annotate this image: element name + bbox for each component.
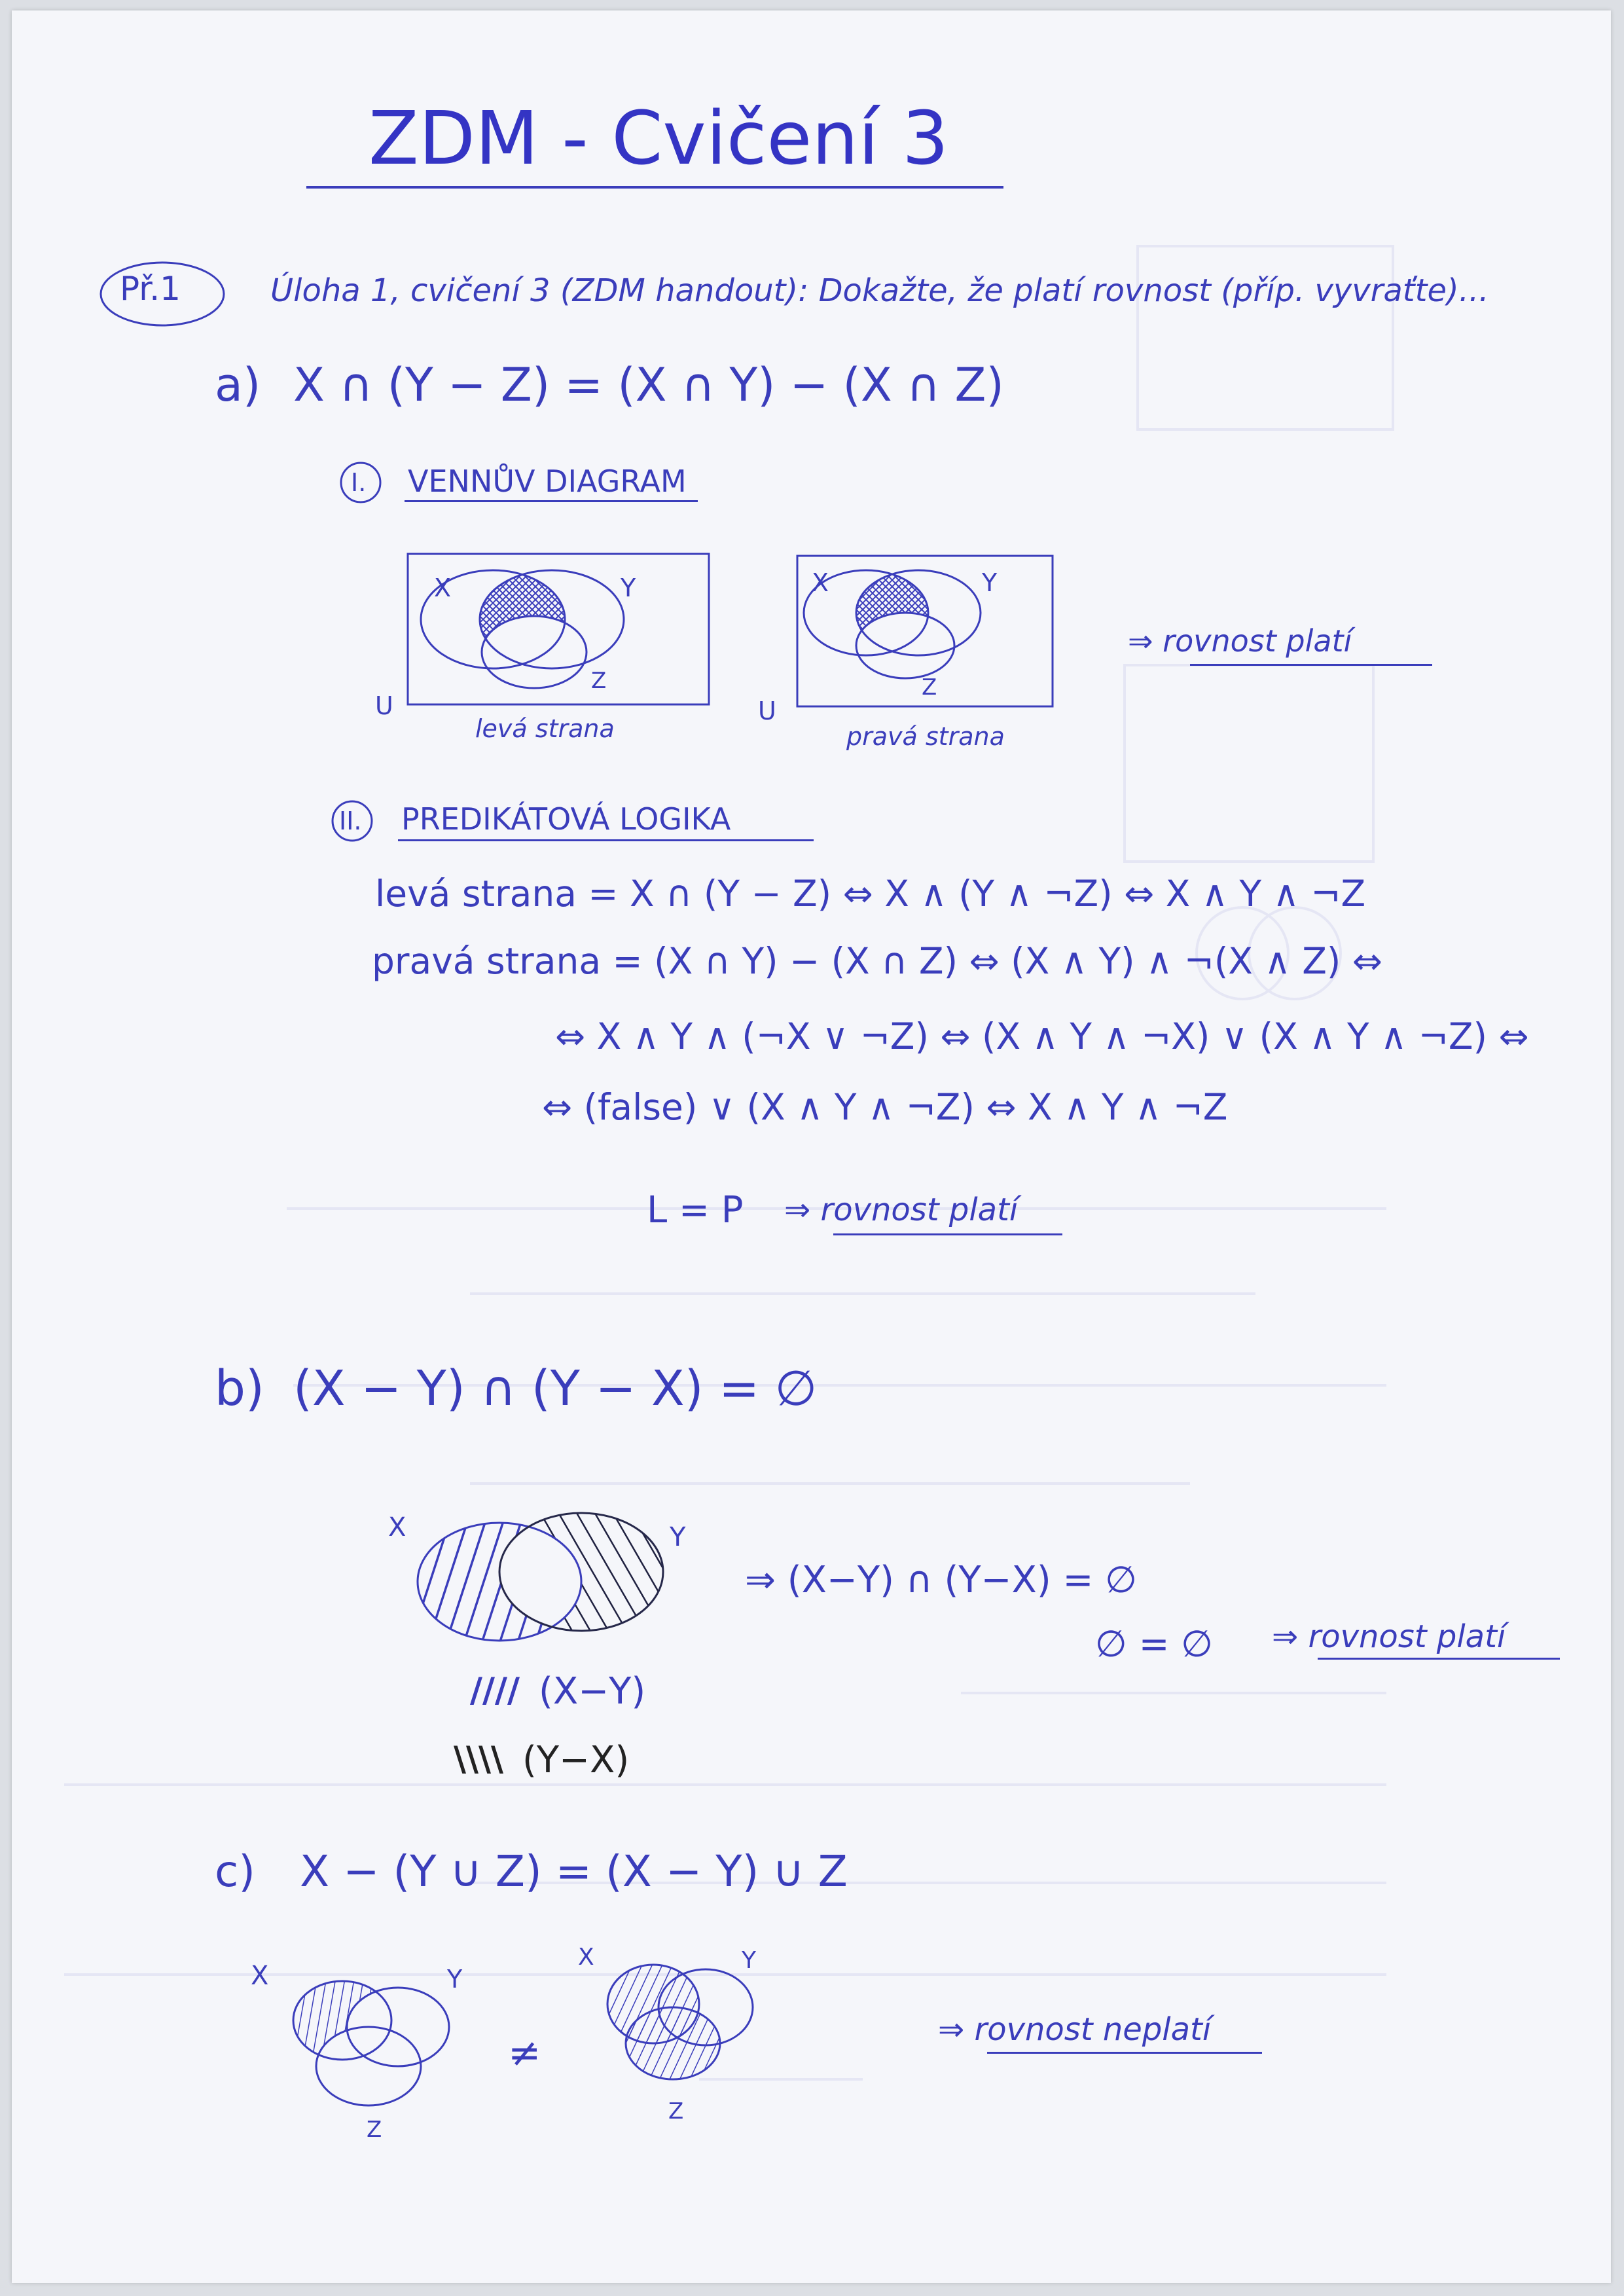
- venn-c-right-label-z: Z: [668, 2098, 684, 2124]
- venn-right-side: [745, 544, 1059, 740]
- logic-line-1: levá strana = X ∩ (Y − Z) ⇔ X ∧ (Y ∧ ¬Z) ⇔ X ∧ Y ∧ ¬Z: [375, 873, 1366, 915]
- venn-left-label-z: Z: [591, 668, 607, 694]
- venn-c-right-label-y: Y: [742, 1947, 756, 1974]
- venn-left-label-y: Y: [621, 574, 636, 602]
- logic-line-3: ⇔ X ∧ Y ∧ (¬X ∨ ¬Z) ⇔ (X ∧ Y ∧ ¬X) ∨ (X ∧ Y ∧ ¬Z) ⇔: [555, 1015, 1529, 1057]
- example-label: Př.1: [120, 270, 181, 308]
- venn-right-caption: pravá strana: [846, 722, 1005, 751]
- section-1-numeral: I.: [351, 468, 367, 497]
- venn-left-label-u: U: [375, 691, 393, 720]
- part-b-marker: b): [215, 1360, 264, 1417]
- venn-b-label-y: Y: [670, 1522, 686, 1552]
- part-c-marker: c): [215, 1846, 256, 1897]
- bleed-through-marks: [12, 10, 1611, 2283]
- part-c-equation: X − (Y ∪ Z) = (X − Y) ∪ Z: [300, 1846, 848, 1897]
- section-2-underline: [398, 839, 814, 841]
- venn-c-left-label-y: Y: [447, 1965, 463, 1994]
- part-c-conclusion-underline: [987, 2052, 1262, 2054]
- part-b-conclusion-underline: [1318, 1658, 1560, 1660]
- part-a-marker: a): [215, 358, 261, 412]
- venn-c-left-label-z: Z: [367, 2117, 382, 2143]
- part-b-equation: (X − Y) ∩ (Y − X) = ∅: [293, 1360, 818, 1417]
- venn-left-label-x: X: [434, 574, 452, 602]
- conclusion-2-underline: [833, 1233, 1062, 1235]
- part-a-conclusion-1: ⇒ rovnost platí: [1128, 623, 1352, 659]
- venn-part-c-left: [247, 1948, 483, 2145]
- section-2-numeral: II.: [339, 807, 362, 835]
- section-2-heading: PREDIKÁTOVÁ LOGIKA: [401, 801, 731, 837]
- legend-2-text: (Y−X): [522, 1739, 630, 1781]
- venn-right-label-z: Z: [922, 674, 937, 701]
- example-label-circle: [97, 258, 228, 330]
- logic-line-4: ⇔ (false) ∨ (X ∧ Y ∧ ¬Z) ⇔ X ∧ Y ∧ ¬Z: [542, 1086, 1228, 1128]
- scanned-page: [12, 10, 1611, 2283]
- venn-part-b: [385, 1497, 699, 1654]
- part-a-conclusion-2: ⇒ rovnost platí: [784, 1192, 1019, 1228]
- venn-right-label-x: X: [812, 568, 829, 597]
- legend-1-text: (X−Y): [539, 1670, 646, 1713]
- part-b-result: ⇒ (X−Y) ∩ (Y−X) = ∅: [745, 1559, 1137, 1601]
- section-1-underline: [405, 500, 698, 502]
- part-b-conclusion: ⇒ rovnost platí: [1272, 1618, 1506, 1655]
- venn-c-left-label-x: X: [251, 1961, 269, 1991]
- example-intro: Úloha 1, cvičení 3 (ZDM handout): Dokažte, že platí rovnost (příp. vyvraťte)...: [270, 272, 1489, 309]
- section-1-heading: VENNŮV DIAGRAM: [408, 464, 687, 499]
- venn-left-caption: levá strana: [475, 714, 615, 743]
- legend-2-symbol: \\\\: [454, 1740, 503, 1779]
- page-title: ZDM - Cvičení 3: [369, 96, 949, 181]
- legend-1-symbol: ////: [470, 1671, 520, 1710]
- venn-b-label-x: X: [388, 1512, 406, 1542]
- part-a-equation: X ∩ (Y − Z) = (X ∩ Y) − (X ∩ Z): [293, 358, 1004, 412]
- venn-part-c-right: [571, 1942, 794, 2138]
- title-underline: [306, 186, 1003, 189]
- part-c-neq: ≠: [508, 2030, 541, 2076]
- venn-c-right-label-x: X: [578, 1944, 594, 1971]
- part-c-conclusion: ⇒ rovnost neplatí: [938, 2011, 1212, 2048]
- logic-line-2: pravá strana = (X ∩ Y) − (X ∩ Z) ⇔ (X ∧ Y) ∧ ¬(X ∧ Z) ⇔: [372, 940, 1382, 982]
- conclusion-1-underline: [1190, 664, 1432, 666]
- lp-equality: L = P: [647, 1189, 744, 1231]
- venn-right-label-y: Y: [982, 568, 998, 597]
- venn-right-label-u: U: [758, 697, 776, 725]
- part-b-equality: ∅ = ∅: [1095, 1623, 1214, 1666]
